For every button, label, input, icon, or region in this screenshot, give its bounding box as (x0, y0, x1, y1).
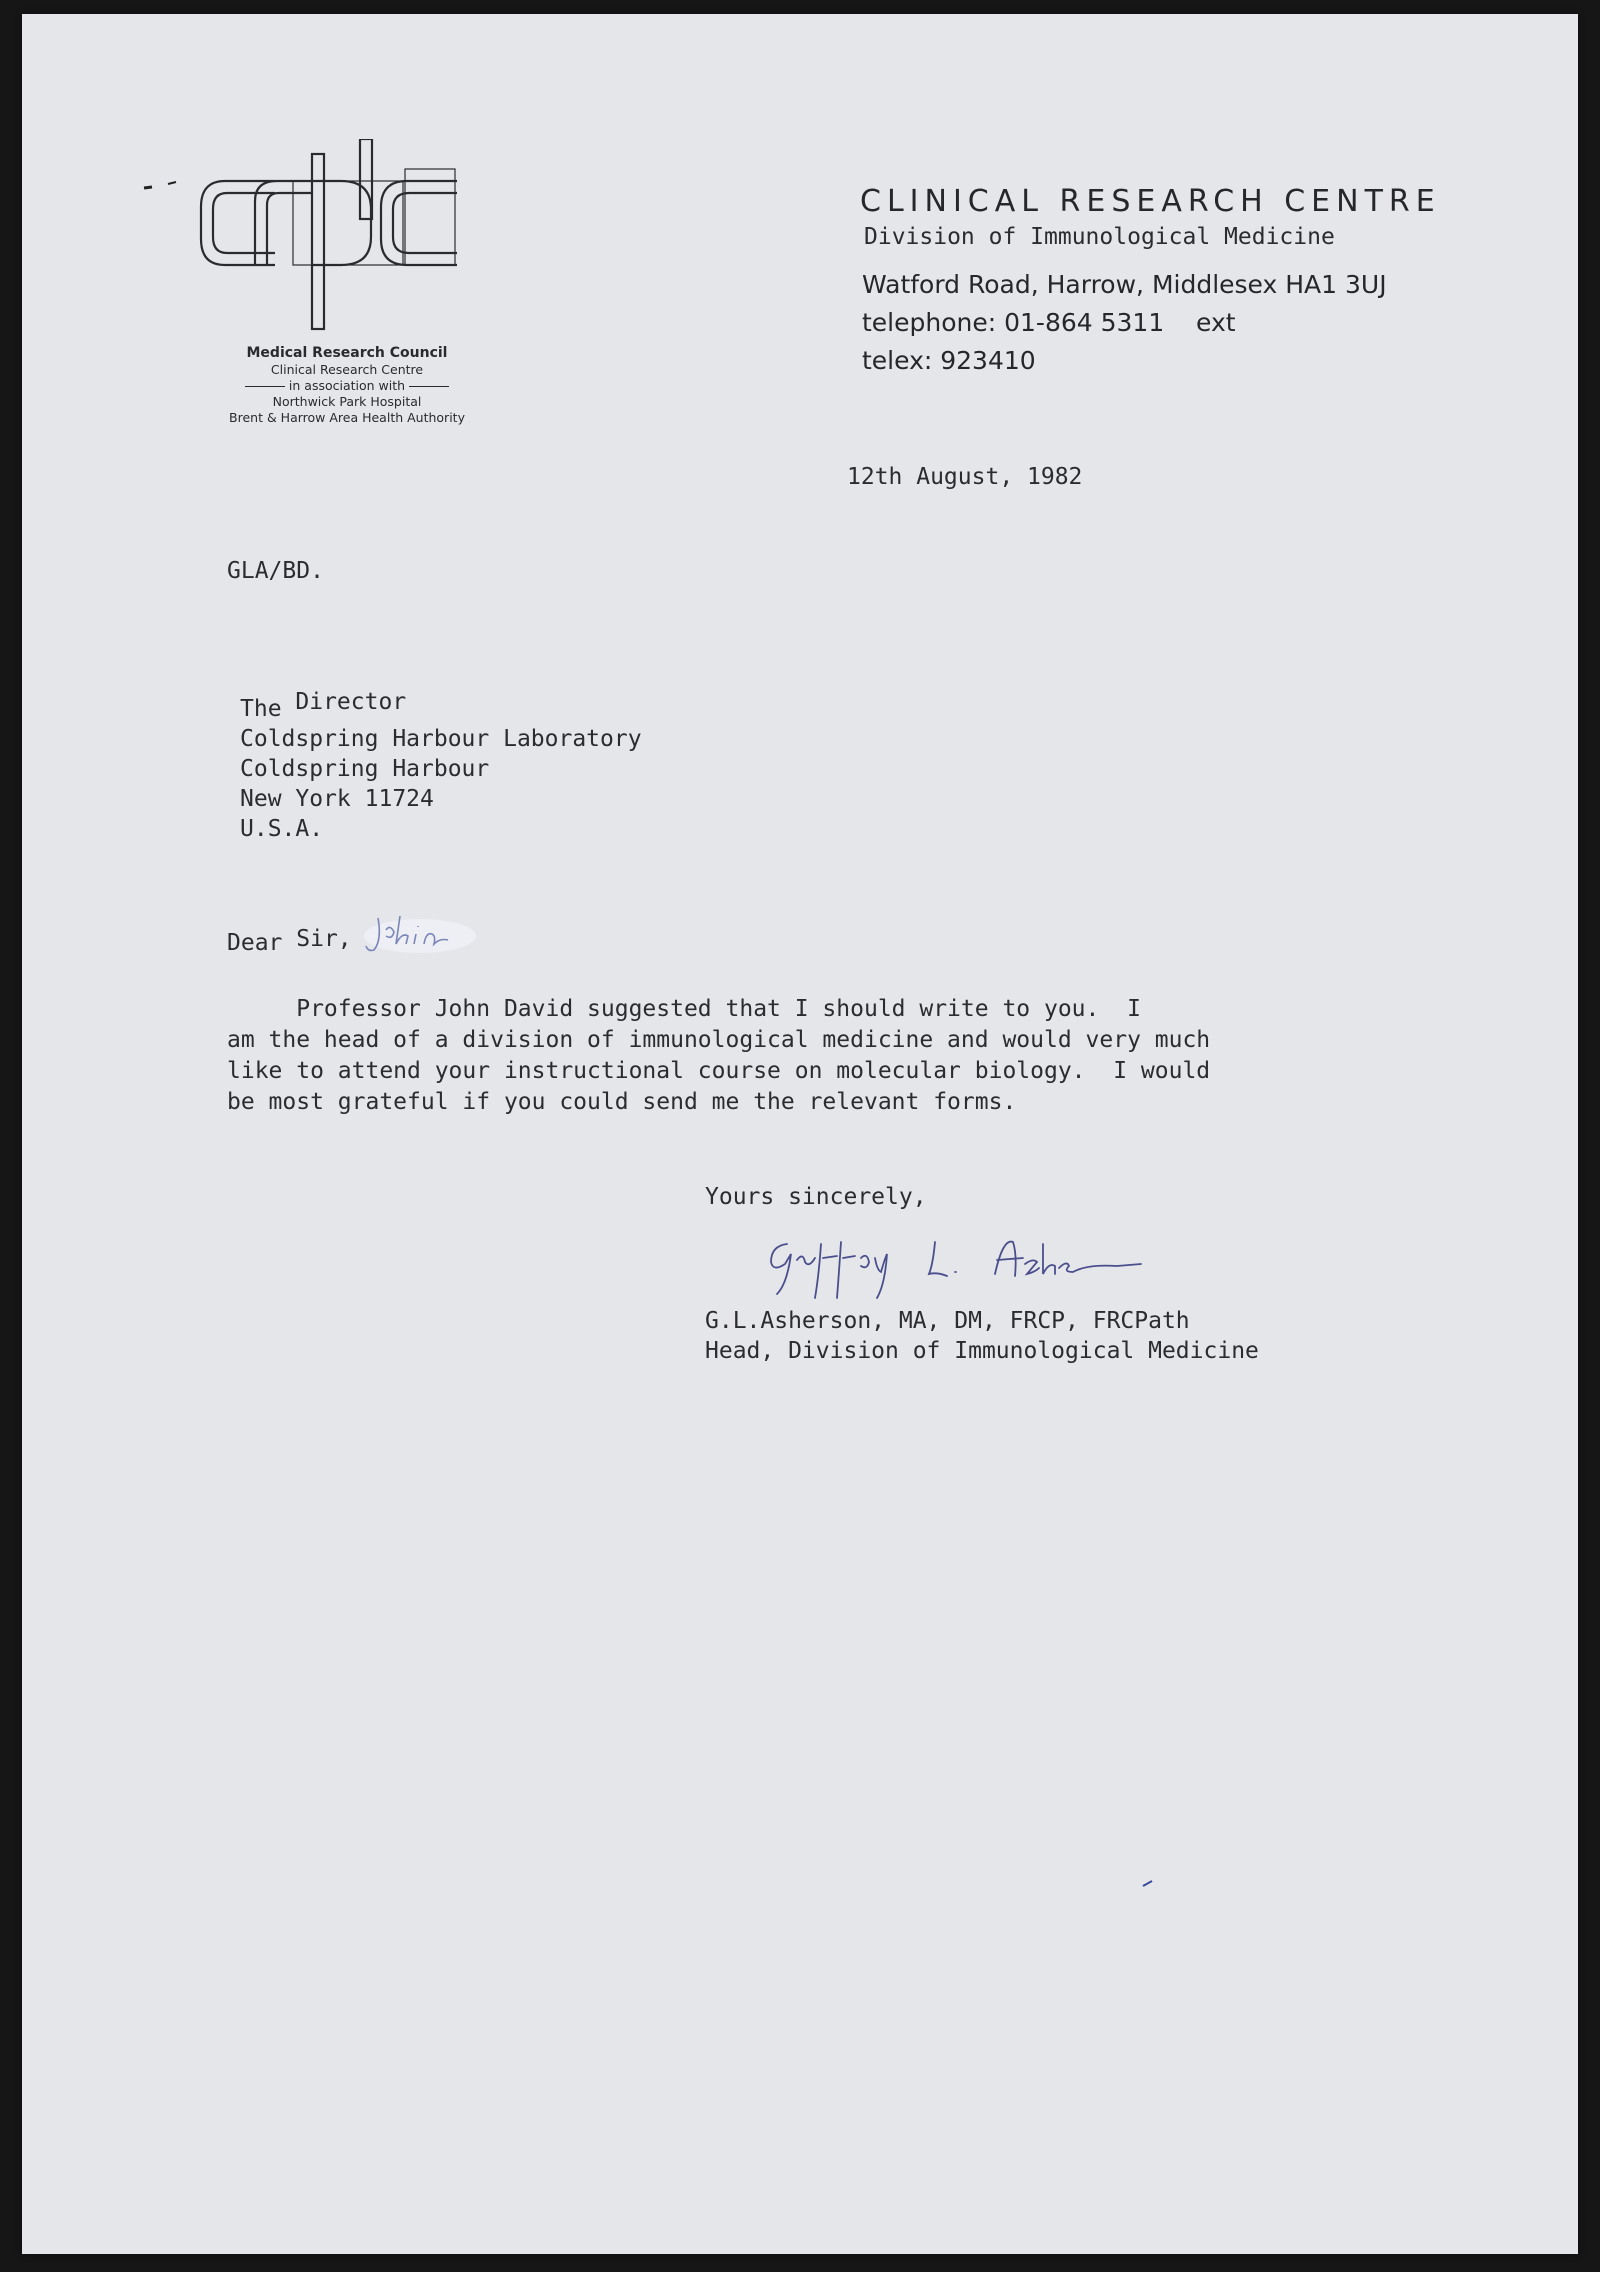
letter-closing: Yours sincerely, (705, 1184, 927, 1210)
letterhead-telephone: telephone: 01-864 5311 ext (862, 308, 1236, 337)
hospital-name: Northwick Park Hospital (272, 394, 422, 409)
association-line (192, 378, 502, 394)
recipient-line-2: Coldspring Harbour Laboratory (240, 726, 642, 752)
recipient-line-4: New York 11724 (240, 786, 434, 812)
corner-ink-mark (142, 174, 182, 194)
signatory-title: Head, Division of Immunological Medicine (705, 1338, 1259, 1364)
salutation (227, 926, 352, 956)
letterhead-title: CLINICAL RESEARCH CENTRE (860, 184, 1441, 219)
letter-sheet (22, 14, 1578, 2254)
authority-name: Brent & Harrow Area Health Authority (229, 410, 465, 425)
stray-ink-mark (1142, 1879, 1154, 1887)
letterhead-telex: telex: 923410 (862, 346, 1036, 375)
recipient-line-3: Coldspring Harbour (240, 756, 490, 782)
handwritten-name (360, 910, 480, 960)
letter-reference: GLA/BD. (227, 558, 324, 584)
recipient-address (240, 689, 642, 844)
recipient-line-5: U.S.A. (240, 816, 324, 842)
salutation-sir: Sir, (296, 926, 352, 952)
signature (757, 1214, 1177, 1304)
signatory-block (705, 1306, 1259, 1366)
letterhead-address: Watford Road, Harrow, Middlesex HA1 3UJ (862, 270, 1387, 299)
letter-date: 12th August, 1982 (847, 464, 1083, 490)
recipient-prefix: The (240, 696, 296, 722)
logo-caption (192, 344, 502, 426)
recipient-line-1 (240, 689, 642, 724)
divider (409, 386, 449, 387)
crc-logo (195, 139, 465, 349)
salutation-dear: Dear (227, 930, 297, 956)
letter-body: Professor John David suggested that I should write to you. I am the head of a division of immunological medicine and would very much like to attend your instructional course on molecular biology. I would be most grateful if you could send me the relevant forms. (227, 996, 1211, 1115)
recipient-title: Director (295, 689, 407, 715)
divider (245, 386, 285, 387)
signatory-name: G.L.Asherson, MA, DM, FRCP, FRCPath (705, 1308, 1190, 1334)
council-name: Medical Research Council (246, 345, 448, 361)
letterhead-division: Division of Immunological Medicine (864, 224, 1335, 250)
association-text: in association with (288, 378, 406, 393)
centre-name: Clinical Research Centre (270, 362, 424, 377)
